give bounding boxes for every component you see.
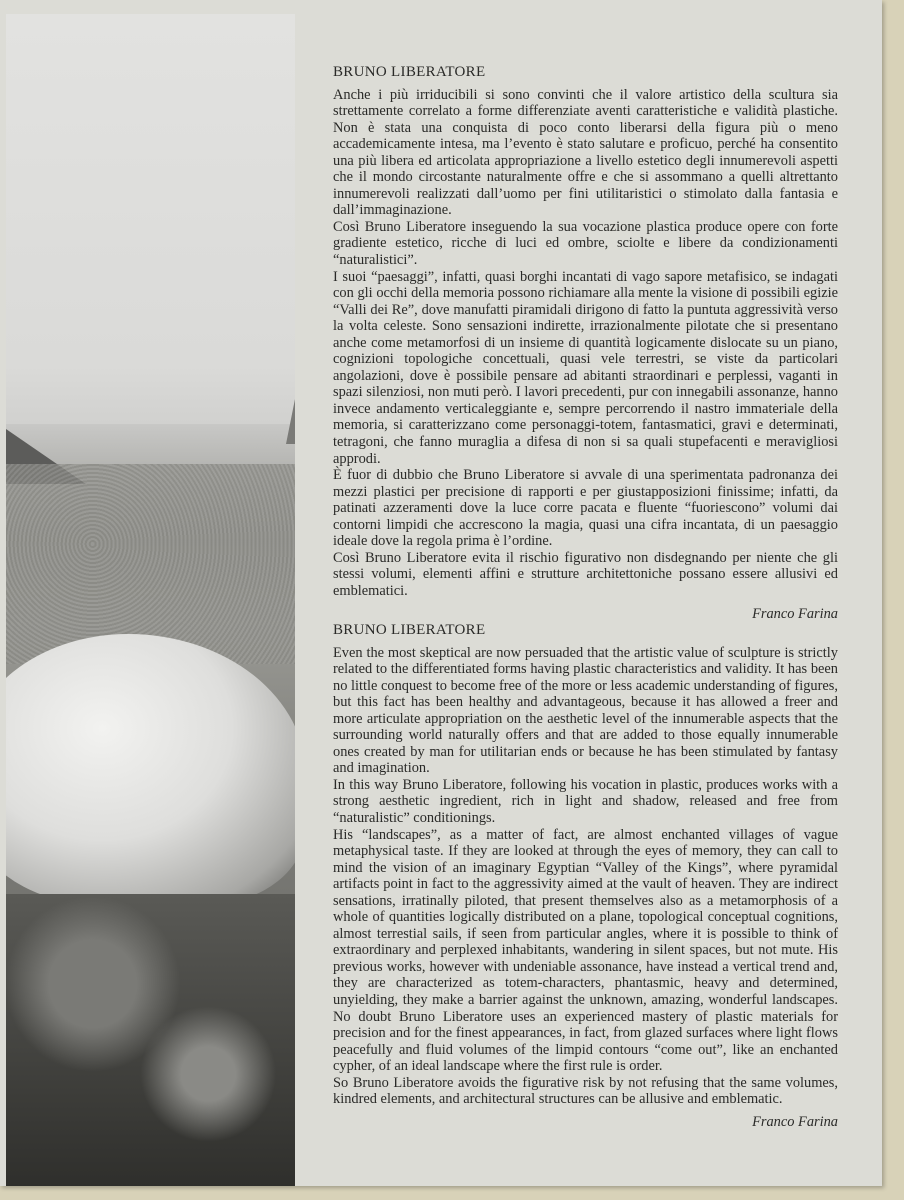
author-signature: Franco Farina <box>752 605 838 622</box>
paragraph: So Bruno Liberatore avoids the figurative risk by not refusing that the same volumes, kindred elements, and architectural structures can be allusive and emblematic. <box>333 1074 838 1108</box>
paragraph: In this way Bruno Liberatore, following his vocation in plastic, produces works with a strong aesthetic ingredient, rich in light and shadow, released and free from “naturalistic” conditionings. <box>333 776 838 827</box>
italian-text-section <box>333 64 838 622</box>
paragraph: His “landscapes”, as a matter of fact, are almost enchanted villages of vague metaphysical taste. If they are looked at through the eyes of memory, they can call to mind the vision of an imaginary Egyptian “Valley of the Kings”, where pyramidal artifacts point in fact to the aggressivity aimed at the vault of heaven. They are indirect sensations, irratinally piloted, that present themselves also as a metamorphosis of a whole of quantities logically distributed on a plane, topological conceptual cognitions, almost terrestial sails, if seen from particular angles, where it is possible to think of extraordinary and perplexed inhabitants, wandering in silent spaces, but not mute. His previous works, however with undeniable assonance, have instead a vertical trend and, they are characterized as totem-characters, phantasmic, heavy and determined, unyielding, they make a barrier against the unknown, amazing, wonderful landscapes. No doubt Bruno Liberatore uses an experienced mastery of plastic materials for precision and for the finest appearances, in fact, from glazed surfaces where light flows peacefully and fluid volumes of the limpid contours “come out”, like an enchanted cypher, of an ideal landscape where the first rule is order. <box>333 826 838 1075</box>
english-text-section <box>333 622 838 1130</box>
paragraph: Così Bruno Liberatore evita il rischio figurativo non disdegnando per niente che gli stessi volumi, elementi affini e strutture architettoniche possano essere allusivi ed emblematici. <box>333 549 838 599</box>
sculpture-photograph <box>6 14 295 1186</box>
paragraph: Così Bruno Liberatore inseguendo la sua vocazione plastica produce opere con forte gradiente estetico, ricche di luci ed ombre, sciolte e libere da condizionamenti “naturalistici”. <box>333 218 838 269</box>
paragraph: Even the most skeptical are now persuaded that the artistic value of sculpture is strictly related to the differentiated forms having plastic characteristics and validity. It has been no little conquest to become free of the more or less academic understanding of figures, but this fact has been healthy and advantageous, because it has allowed a freer and more articulate appropriation on the aesthetic level of the innumerable aspects that the surrounding world naturally offers and that are added to those equally innumerable ones created by man for utilitarian ends or because he has been stimulated by fantasy and imagination. <box>333 644 838 777</box>
italian-heading: BRUNO LIBERATORE <box>333 64 486 80</box>
photo-ground <box>6 464 295 664</box>
english-heading: BRUNO LIBERATORE <box>333 622 486 638</box>
paragraph: I suoi “paesaggi”, infatti, quasi borghi incantati di vago sapore metafisico, se indagati con gli occhi della memoria possono richiamare alla mente la visione di possibili egizie “Valli dei Re”, dove manufatti piramidali dirigono di fatto la puntuta aggressività verso la volta celeste. Sono sensazioni indirette, irrazionalmente pilotate che si presentano anche come metamorfosi di un insieme di quantità logicamente dislocate su un piano, cognizioni topologiche concettuali, quasi vele terrestri, se viste da particolari angolazioni, dove è possibile pensare ad abitanti straordinari e perplessi, vaganti in spazi silenziosi, non muti però. I lavori precedenti, pur con innegabili assonanze, hanno invece andamento verticaleggiante e, sempre percorrendo il nastro immateriale della memoria, si caratterizzano come personaggi-totem, fantasmatici, gravi e determinati, tetragoni, che fanno muraglia a difesa di non si sa quali stupefacenti e meravigliosi approdi. <box>333 268 838 467</box>
author-signature: Franco Farina <box>752 1113 838 1130</box>
paragraph: Anche i più irriducibili si sono convinti che il valore artistico della scultura sia strettamente correlato a forme differenziate aventi caratteristiche e validità plastiche. Non è stata una conquista di poco conto liberarsi della figura più o meno accademicamente intesa, ma l’evento è stato salutare e proficuo, perché ha consentito una più libera ed articolata appropriazione a livello estetico degli innumerevoli aspetti che il mondo circostante naturalmente offre e che si assommano a quelli altrettanto innumerevoli realizzati dall’uomo per fini utilitaristici o stimolato dalla fantasia e dall’immaginazione. <box>333 86 838 219</box>
photo-distant-shape <box>286 384 295 444</box>
photo-foreground <box>6 894 295 1186</box>
paragraph: È fuor di dubbio che Bruno Liberatore si avvale di una sperimentata padronanza dei mezzi plastici per precisione di rapporti e per giustapposizioni finissime; infatti, da patinati azzeramenti dove la luce corre pacata e fluente “fuoriescono” volumi dai contorni limpidi che accrescono la magia, quasi una cifra incantata, di un paesaggio ideale dove la regola prima è l’ordine. <box>333 467 838 550</box>
photo-sculpture-form <box>6 634 295 904</box>
